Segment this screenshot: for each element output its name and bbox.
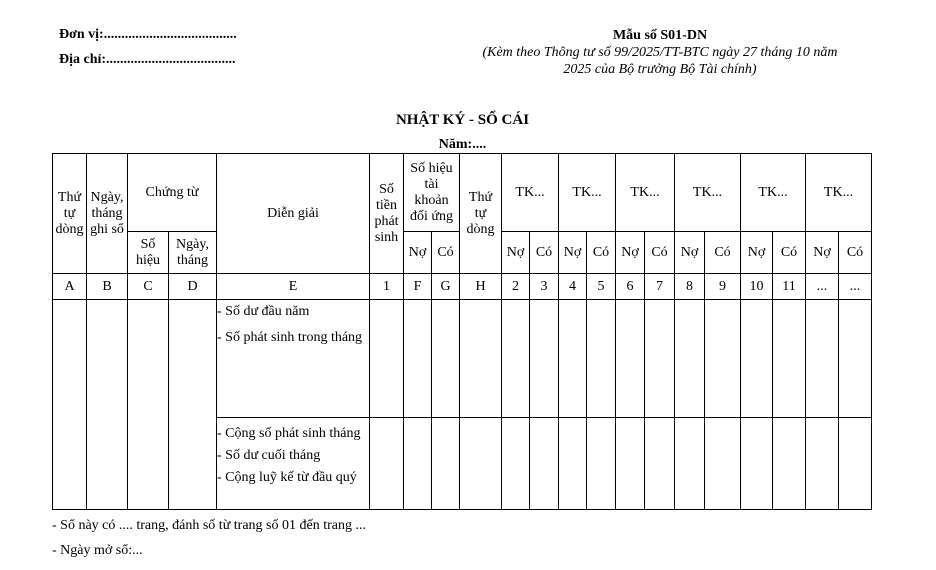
header-text: hiệu (135, 252, 161, 268)
cell-empty (559, 300, 587, 418)
cell-empty (460, 300, 502, 418)
column-code: C (128, 274, 169, 300)
header-contra-account (404, 154, 460, 232)
cell-empty (741, 418, 773, 510)
header-credit: Có (839, 232, 872, 274)
header-account-5: TK... (741, 154, 806, 232)
header-record-date (87, 154, 128, 274)
column-code: 4 (559, 274, 587, 300)
column-code: 1 (370, 274, 404, 300)
header-text: tiền (376, 197, 397, 213)
cell-empty (645, 418, 675, 510)
header-account-2: TK... (559, 154, 616, 232)
cell-empty (839, 300, 872, 418)
cell-empty (645, 300, 675, 418)
header-text: Ngày, (176, 236, 209, 252)
header-voucher-date (169, 232, 217, 274)
header-text: Số (140, 236, 156, 252)
header-text: tự (63, 205, 76, 221)
column-code: 5 (587, 274, 616, 300)
column-code: F (404, 274, 432, 300)
header-text: Số (379, 181, 394, 197)
cell-empty (404, 418, 432, 510)
header-description: Diễn giải (217, 154, 370, 274)
cell-empty (839, 418, 872, 510)
cell-empty (616, 300, 645, 418)
cell-empty (587, 418, 616, 510)
cell-empty (675, 300, 705, 418)
column-code: 8 (675, 274, 705, 300)
header-account-6: TK... (806, 154, 872, 232)
header-debit: Nợ (806, 232, 839, 274)
header-text: tháng (176, 252, 209, 268)
circular-line-2: 2025 của Bộ trưởng Bộ Tài chính) (563, 62, 757, 77)
form-number: Mẫu số S01-DN (612, 28, 708, 43)
table-row (53, 300, 872, 418)
cell-empty (616, 418, 645, 510)
description-line: - Số phát sinh trong tháng (217, 330, 363, 345)
cell-empty (128, 300, 169, 510)
cell-empty (432, 418, 460, 510)
column-code: 10 (741, 274, 773, 300)
header-amount (370, 154, 404, 274)
header-account-1: TK... (502, 154, 559, 232)
header-debit: Nợ (616, 232, 645, 274)
open-date: - Ngày mở sổ:... (52, 543, 143, 558)
column-code: D (169, 274, 217, 300)
unit-field: Đơn vị:...................................... (59, 27, 237, 42)
circular-line-1: (Kèm theo Thông tư số 99/2025/TT-BTC ngày 27 tháng 10 năm (482, 45, 838, 60)
header-text: Thứ (468, 189, 493, 205)
header-line-number (53, 154, 87, 274)
cell-empty (87, 300, 128, 510)
description-line: - Cộng số phát sinh tháng (217, 426, 361, 441)
column-code: 2 (502, 274, 530, 300)
column-code-row (53, 274, 872, 300)
header-contra-debit: Nợ (404, 232, 432, 274)
cell-empty (370, 300, 404, 418)
column-code: ... (839, 274, 872, 300)
cell-empty (806, 300, 839, 418)
column-code: 11 (773, 274, 806, 300)
column-code: B (87, 274, 128, 300)
cell-empty (705, 418, 741, 510)
header-debit: Nợ (675, 232, 705, 274)
cell-empty (806, 418, 839, 510)
column-code: 9 (705, 274, 741, 300)
column-code: 7 (645, 274, 675, 300)
cell-empty (773, 418, 806, 510)
header-debit: Nợ (741, 232, 773, 274)
header-text: dòng (55, 221, 84, 237)
header-credit: Có (773, 232, 806, 274)
cell-empty (404, 300, 432, 418)
header-text: tháng (91, 205, 123, 221)
ledger-table (52, 153, 872, 510)
column-code: ... (806, 274, 839, 300)
header-text: Ngày, (90, 189, 124, 205)
pages-note: - Sổ này có .... trang, đánh số từ trang số 01 đến trang ... (52, 518, 366, 533)
header-text: sinh (374, 229, 399, 245)
cell-empty (530, 418, 559, 510)
header-debit: Nợ (502, 232, 530, 274)
description-line: - Cộng luỹ kế từ đầu quý (217, 470, 357, 485)
header-line-number-2 (460, 154, 502, 274)
column-code: E (217, 274, 370, 300)
header-text: tài (424, 176, 439, 192)
address-field: Địa chỉ:..................................... (59, 52, 236, 67)
cell-empty (370, 418, 404, 510)
cell-empty (705, 300, 741, 418)
header-credit: Có (645, 232, 675, 274)
header-text: Số hiệu (410, 160, 453, 176)
cell-empty (741, 300, 773, 418)
cell-empty (432, 300, 460, 418)
cell-empty (675, 418, 705, 510)
header-text: tự (474, 205, 487, 221)
header-voucher-number (128, 232, 169, 274)
cell-empty (530, 300, 559, 418)
header-contra-credit: Có (432, 232, 460, 274)
header-text: ghi sổ (90, 221, 124, 237)
header-voucher: Chứng từ (128, 154, 217, 232)
header-text: dòng (466, 221, 495, 237)
cell-empty (53, 300, 87, 510)
header-text: khoản (414, 192, 449, 208)
form-info (450, 27, 870, 78)
header-text: đối ứng (410, 208, 453, 224)
header-credit: Có (587, 232, 616, 274)
column-code: 3 (530, 274, 559, 300)
cell-empty (169, 300, 217, 510)
column-code: G (432, 274, 460, 300)
cell-empty (773, 300, 806, 418)
cell-empty (502, 418, 530, 510)
description-opening (217, 300, 370, 418)
cell-empty (460, 418, 502, 510)
header-text: phát (374, 213, 399, 229)
header-account-3: TK... (616, 154, 675, 232)
cell-empty (559, 418, 587, 510)
column-code: H (460, 274, 502, 300)
year-label: Năm:.... (438, 137, 487, 152)
description-line: - Số dư đầu năm (217, 304, 310, 319)
header-credit: Có (530, 232, 559, 274)
column-code: 6 (616, 274, 645, 300)
header-text: Thứ (57, 189, 82, 205)
header-account-4: TK... (675, 154, 741, 232)
header-debit: Nợ (559, 232, 587, 274)
page-title: NHẬT KÝ - SỔ CÁI (395, 112, 530, 128)
header-credit: Có (705, 232, 741, 274)
description-closing (217, 418, 370, 510)
description-line: - Số dư cuối tháng (217, 448, 321, 463)
column-code: A (53, 274, 87, 300)
cell-empty (502, 300, 530, 418)
cell-empty (587, 300, 616, 418)
